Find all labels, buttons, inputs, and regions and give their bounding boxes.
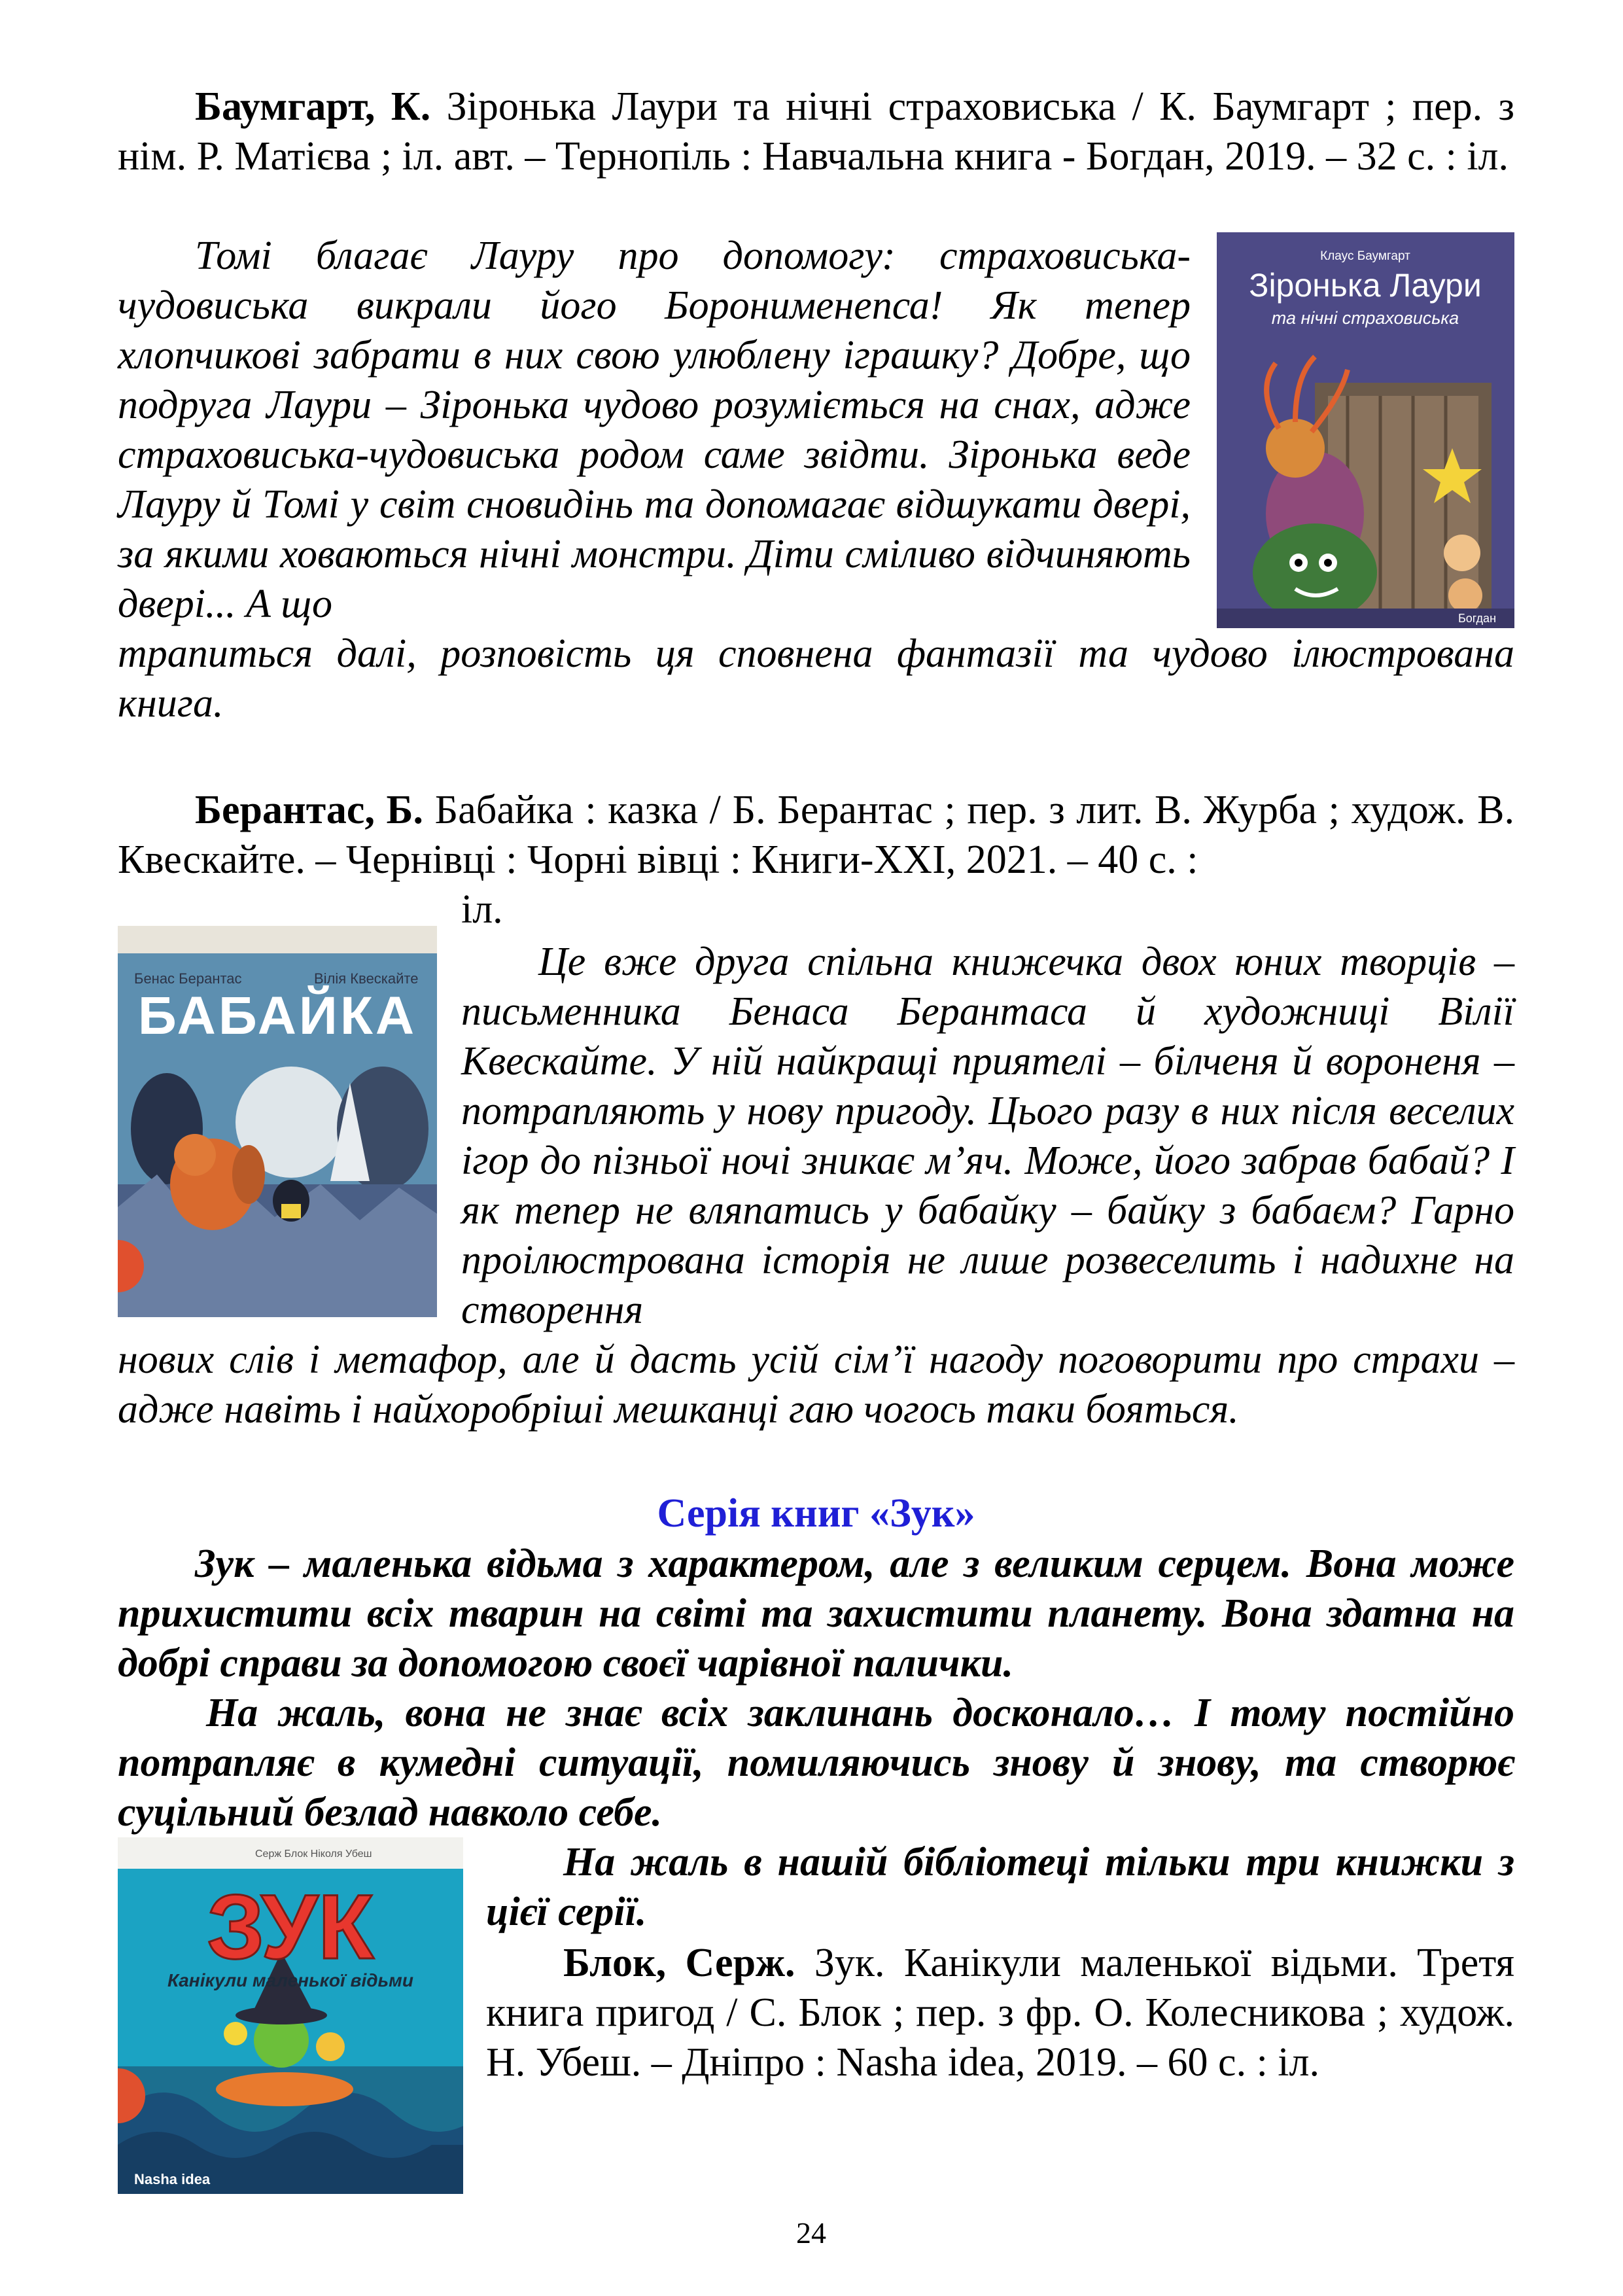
series-description-1: Зук – маленька відьма з характером, але з великим серцем. Вона може прихистити всіх тварин на світі та захистити планету. Вона здатна на добрі справи за допомогою своєї чарівної палички. bbox=[118, 1542, 1514, 1686]
cover-author: Бенас Берантас bbox=[134, 970, 242, 987]
cover-publisher: Богдан bbox=[1457, 612, 1497, 625]
cover-title: ЗУК bbox=[207, 1875, 374, 1978]
entry-citation-tail: іл. bbox=[461, 887, 503, 932]
entry-citation: Зіронька Лаури та нічні страховиська / К. Баумгарт ; пер. з нім. Р. Матієва ; іл. авт. – Тернопіль : Навчальна книга - Богдан, 2019. – 32 с. : іл. bbox=[118, 84, 1514, 179]
entry-blok-citation bbox=[486, 1938, 1514, 2087]
entry-baumgart-citation bbox=[118, 82, 1514, 181]
entry-author: Блок, Серж. bbox=[563, 1941, 795, 1985]
entry-citation: Бабайка : казка / Б. Берантас ; пер. з лит. В. Журба ; худож. В. Квескайте. – Чернівці : Чорні вівці : Книги-ХХІ, 2021. – 40 с. : bbox=[118, 788, 1514, 882]
entry-berantas-annotation-part: Це вже друга спільна книжечка двох юних творців – письменника Бенаса Берантаса й художниці Вілії Квескайте. У ній найкращі приятелі – білченя й вороненя – потрапляють у нову пригоду. Цього разу в них після веселих ігор до пізньої ночі зникає м’яч. Може, його забрав бабай? І як тепер не вляпатись у бабайку – байку з бабаєм? Гарно проілюстрована історія не лише розвеселить і надихне на створення bbox=[461, 940, 1514, 1332]
cover-zironka-laury bbox=[1217, 232, 1514, 628]
cover-title: Зіронька Лаури bbox=[1249, 267, 1482, 304]
cover-illustrator: Вілія Квескайте bbox=[314, 970, 419, 987]
entry-berantas-annotation-end: нових слів і метафор, але й дасть усій сім’ї нагоду поговорити про страхи – адже навіть і найхоробріші мешканці гаю чогось таки бояться. bbox=[118, 1337, 1514, 1432]
cover-title: БАБАЙКА bbox=[137, 986, 417, 1046]
entry-citation: Зук. Канікули маленької відьми. Третя книга пригод / С. Блок ; пер. з фр. О. Колесникова ; худож. Н. Убеш. – Дніпро : Nasha idea, 2019. – 60 с. : іл. bbox=[486, 1941, 1515, 2085]
cover-subtitle: Канікули маленької відьми bbox=[167, 1970, 413, 1990]
page-number: 24 bbox=[796, 2216, 826, 2250]
cover-zuk bbox=[118, 1837, 463, 2194]
entry-baumgart-annotation-end: трапиться далі, розповість ця сповнена фантазії та чудово ілюстрована книга. bbox=[118, 631, 1514, 726]
cover-publisher: Nasha idea bbox=[134, 2171, 211, 2187]
series-title: Серія книг «Зук» bbox=[657, 1491, 975, 1536]
cover-zuk-art bbox=[118, 1837, 463, 2194]
series-description-2: На жаль, вона не знає всіх заклинань досконало… І тому постійно потрапляє в кумедні ситуації, помиляючись знову й знову, та створює суцільний безлад навколо себе. bbox=[118, 1691, 1514, 1835]
cover-author: Клаус Баумгарт bbox=[1320, 249, 1410, 263]
series-note: На жаль в нашій бібліотеці тільки три книжки з цієї серії. bbox=[486, 1840, 1514, 1934]
cover-babaika bbox=[118, 926, 437, 1317]
entry-author: Баумгарт, К. bbox=[195, 84, 431, 129]
entry-baumgart-annotation-part: Томі благає Лауру про допомогу: страховиська-чудовиська викрали його Боронименепса! Як тепер хлопчикові забрати в них свою улюблену іграшку? Добре, що подруга Лаури – Зіронька чудово розуміється на снах, адже страховиська-чудовиська родом саме звідти. Зіронька веде Лауру й Томі у світ сновидінь та допомагає відшукати двері, за якими ховаються нічні монстри. Діти сміливо відчиняють двері... А що bbox=[118, 234, 1191, 626]
cover-subtitle: та нічні страховиська bbox=[1271, 308, 1459, 328]
entry-author: Берантас, Б. bbox=[195, 788, 424, 832]
cover-authors: Серж Блок Ніколя Убеш bbox=[255, 1848, 372, 1860]
entry-berantas-citation bbox=[118, 785, 1514, 885]
cover-babaika-art bbox=[118, 926, 437, 1317]
cover-zironka-laury-art bbox=[1217, 232, 1514, 628]
